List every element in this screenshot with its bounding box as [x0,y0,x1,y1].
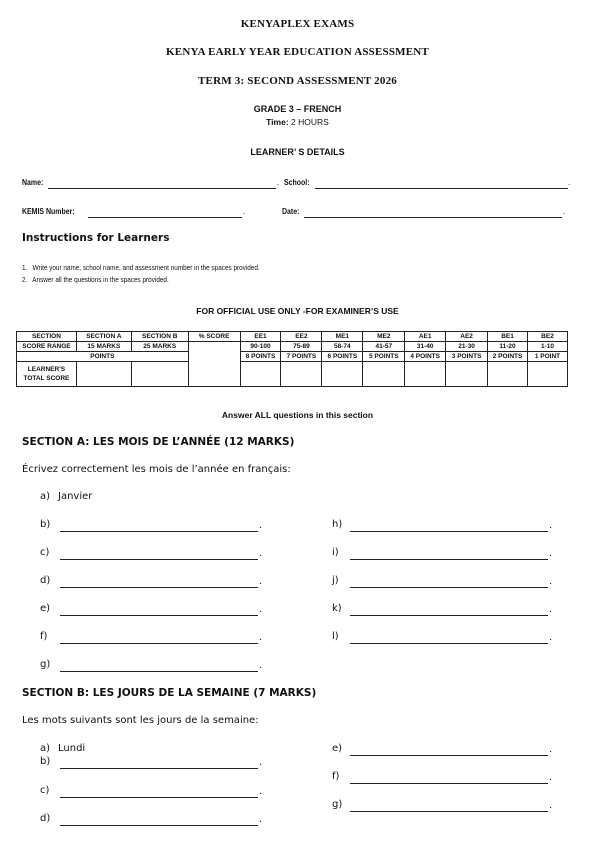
score-cell[interactable] [363,362,405,387]
table-cell: 41-57 [363,342,405,352]
answer-line[interactable] [350,615,548,616]
line-period: . [259,576,263,587]
answer-all-note: Answer ALL questions in this section [221,410,374,420]
table-cell: 75-89 [281,342,322,352]
assessment-title: KENYA EARLY YEAR EDUCATION ASSESSMENT [166,46,429,58]
answer-line[interactable] [60,615,258,616]
score-cell[interactable] [528,362,568,387]
answer-line[interactable] [60,643,258,644]
instruction-number: 1. [22,263,28,272]
name-label: Name: [22,177,44,187]
exam-provider: KENYAPLEX EXAMS [240,18,355,30]
score-cell[interactable] [281,362,322,387]
example-answer: Janvier [58,491,93,502]
answer-line[interactable] [60,671,258,672]
question-label: e) [40,603,51,614]
table-cell: ME1 [322,332,363,342]
line-period: . [259,520,263,531]
table-row [17,352,568,362]
date-period: . [563,207,566,216]
learner-details-heading: LEARNER’ S DETAILS [250,147,345,157]
table-cell: ME2 [363,332,405,342]
table-cell: 4 POINTS [405,352,446,362]
table-cell: 90-100 [240,342,281,352]
line-period: . [549,576,553,587]
table-cell: AE1 [405,332,446,342]
answer-line[interactable] [350,531,548,532]
instruction-item [22,275,169,284]
question-label: l) [332,631,339,642]
question-label: g) [332,799,343,810]
table-cell: 8 POINTS [240,352,281,362]
table-cell: 11-20 [488,342,528,352]
question-label: c) [40,785,50,796]
table-cell: 2 POINTS [488,352,528,362]
question-label: d) [40,813,51,824]
school-field[interactable] [315,188,568,189]
question-label: h) [332,519,343,530]
question-label: d) [40,575,51,586]
score-cell[interactable] [322,362,363,387]
example-label: a) [40,743,51,754]
score-cell[interactable] [488,362,528,387]
time-line [0,117,595,127]
instruction-number: 2. [22,275,28,284]
answer-line[interactable] [350,755,548,756]
line-period: . [259,757,263,768]
table-cell: 6 POINTS [322,352,363,362]
official-use-title: FOR OFFICIAL USE ONLY -FOR EXAMINER’S USE [196,306,399,316]
table-cell: 25 MARKS [131,342,188,352]
instructions-title: Instructions for Learners [22,232,170,244]
section-b-title: SECTION B: LES JOURS DE LA SEMAINE (7 MARKS) [22,687,317,699]
kemis-period: . [243,207,246,216]
table-cell: 58-74 [322,342,363,352]
answer-line[interactable] [60,825,258,826]
time-label: Time: [266,117,289,127]
name-period: . [277,178,280,187]
table-cell: SECTION [17,332,77,342]
question-label: g) [40,659,51,670]
percent-score-cell[interactable] [188,342,240,387]
line-period: . [259,660,263,671]
section-a-instruction: Écrivez correctement les mois de l’année en français: [22,464,291,475]
question-label: b) [40,756,51,767]
answer-line[interactable] [60,797,258,798]
table-cell: BE2 [528,332,568,342]
table-cell: % SCORE [188,332,240,342]
question-label: f) [332,771,340,782]
question-label: i) [332,547,339,558]
question-label: c) [40,547,50,558]
question-label: e) [332,743,343,754]
answer-line[interactable] [60,587,258,588]
grade-subject: GRADE 3 – FRENCH [253,104,342,114]
date-field[interactable] [304,217,562,218]
table-cell: SECTION B [131,332,188,342]
table-cell: 21-30 [446,342,488,352]
table-cell: POINTS [17,352,189,362]
table-cell: SECTION A [76,332,131,342]
answer-line[interactable] [350,559,548,560]
line-period: . [549,548,553,559]
table-cell: 15 MARKS [76,342,131,352]
question-label: j) [332,575,339,586]
answer-line[interactable] [350,811,548,812]
line-period: . [259,632,263,643]
table-cell: AE2 [446,332,488,342]
score-cell[interactable] [240,362,281,387]
example-label: a) [40,491,51,502]
line-period: . [549,604,553,615]
kemis-label: KEMIS Number: [22,206,75,216]
answer-line[interactable] [350,783,548,784]
time-value: 2 HOURS [291,117,329,127]
line-period: . [259,814,263,825]
section-a-title: SECTION A: LES MOIS DE L’ANNÉE (12 MARKS) [22,436,295,448]
section-b-score-cell[interactable] [131,362,188,387]
table-cell: 1 POINT [528,352,568,362]
example-answer: Lundi [58,743,86,754]
section-a-score-cell[interactable] [76,362,131,387]
section-b-instruction: Les mots suivants sont les jours de la semaine: [22,715,259,726]
score-cell[interactable] [446,362,488,387]
table-cell: 3 POINTS [446,352,488,362]
school-period: . [568,178,571,187]
score-cell[interactable] [405,362,446,387]
table-cell: LEARNER'S TOTAL SCORE [17,362,77,387]
table-row [17,362,568,387]
answer-line[interactable] [60,559,258,560]
line-period: . [549,520,553,531]
answer-line[interactable] [350,643,548,644]
name-field[interactable] [48,188,276,189]
line-period: . [549,800,553,811]
table-cell: BE1 [488,332,528,342]
table-cell: 5 POINTS [363,352,405,362]
kemis-field[interactable] [88,217,242,218]
line-period: . [549,772,553,783]
term-title: TERM 3: SECOND ASSESSMENT 2026 [198,75,397,87]
answer-line[interactable] [60,768,258,769]
table-cell: SCORE RANGE [17,342,77,352]
table-cell: 1-10 [528,342,568,352]
table-cell: 31-40 [405,342,446,352]
line-period: . [259,548,263,559]
table-cell: EE2 [281,332,322,342]
instruction-text: Write your name, school name, and assessment number in the spaces provided. [32,263,260,272]
table-cell: EE1 [240,332,281,342]
examiner-score-table [16,331,568,387]
line-period: . [549,632,553,643]
table-cell: 7 POINTS [281,352,322,362]
line-period: . [549,744,553,755]
answer-line[interactable] [350,587,548,588]
question-label: f) [40,631,48,642]
table-row [17,342,568,352]
instruction-text: Answer all the questions in the spaces provided. [32,275,169,284]
line-period: . [259,786,263,797]
question-label: k) [332,603,342,614]
table-row [17,332,568,342]
answer-line[interactable] [60,531,258,532]
date-label: Date: [282,206,300,216]
school-label: School: [284,177,310,187]
question-label: b) [40,519,51,530]
line-period: . [259,604,263,615]
instruction-item [22,263,260,272]
